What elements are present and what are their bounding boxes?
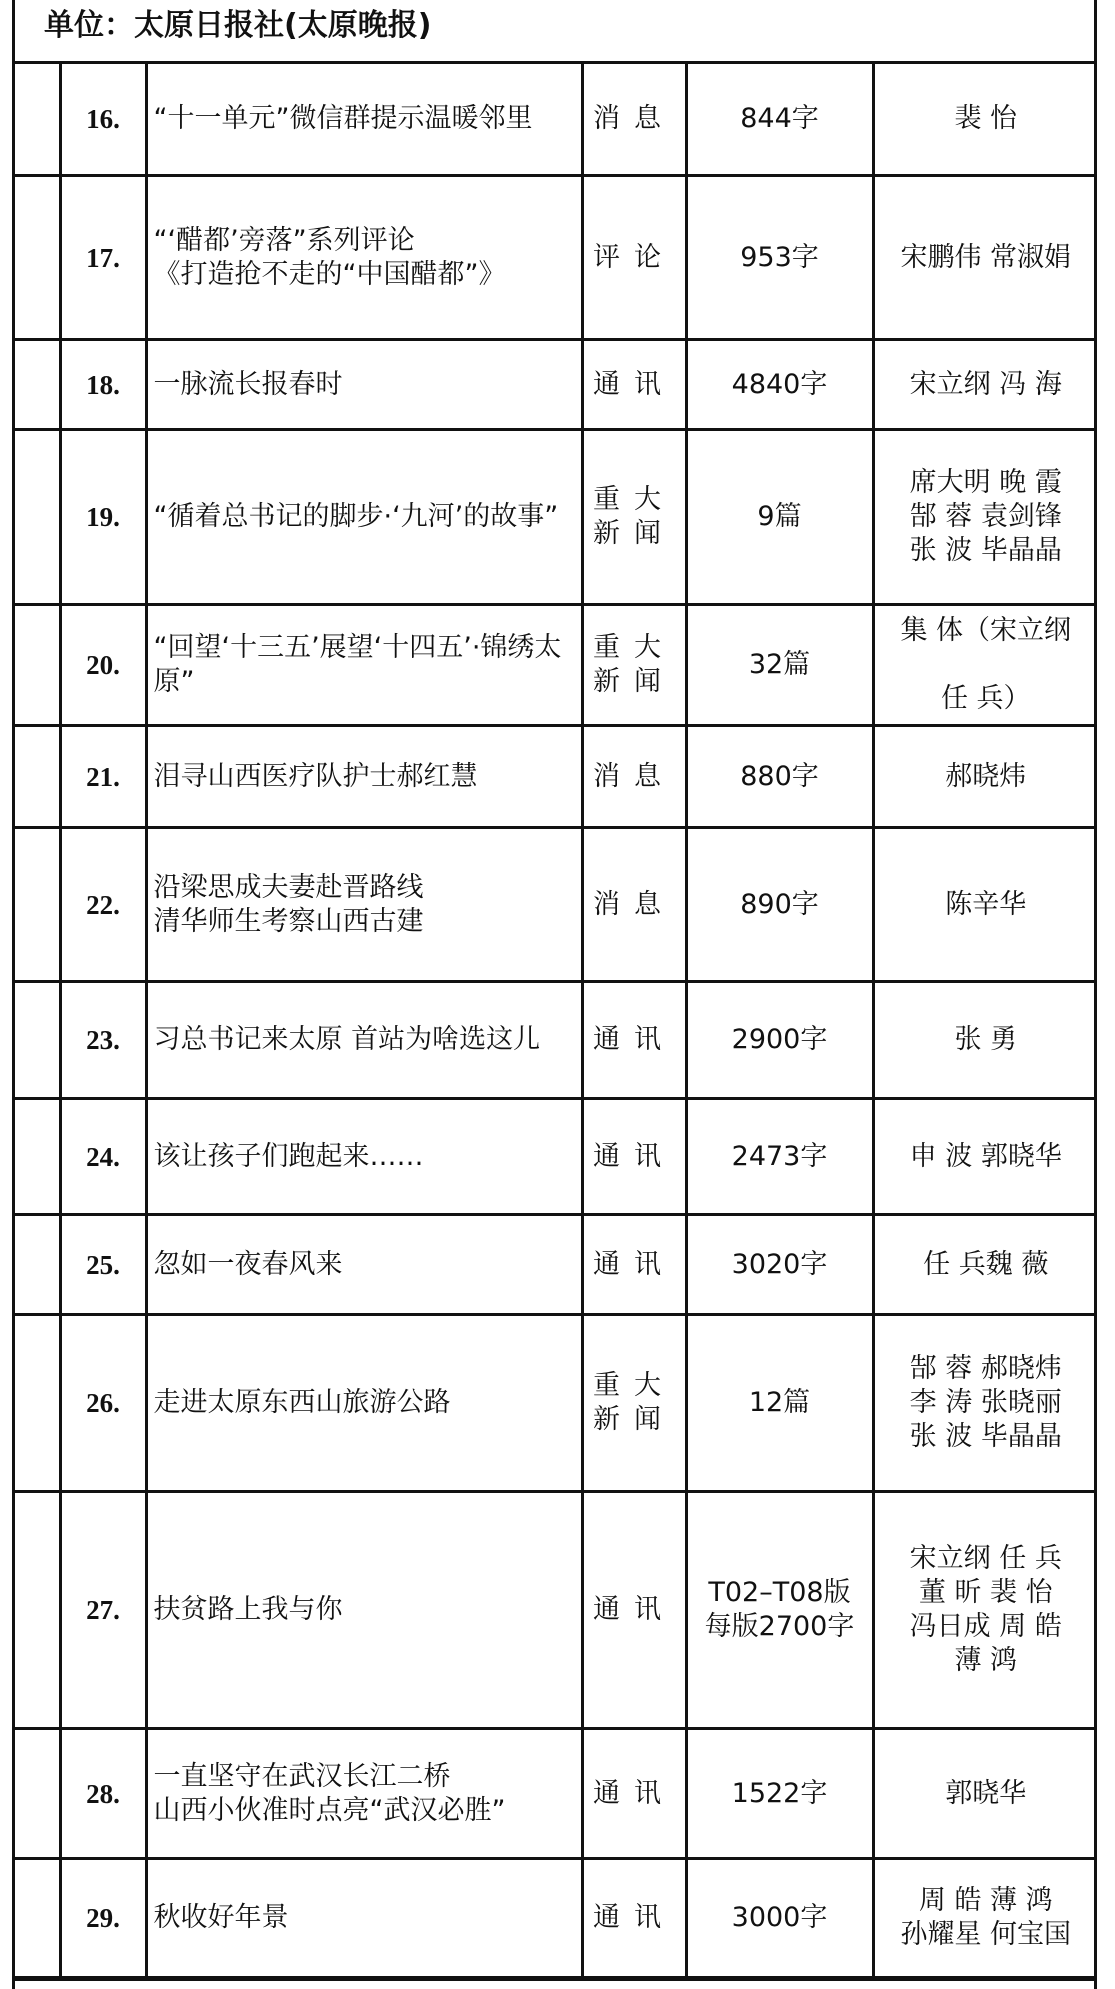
authors: 郭晓华 [873,1729,1097,1859]
row-number: 24. [60,1099,146,1215]
article-genre: 评论 [582,176,686,340]
article-genre: 消息 [582,828,686,982]
authors: 张 勇 [873,982,1097,1099]
authors: 宋立纲 任 兵 董 昕 裴 怡 冯日成 周 皓 薄 鸿 [873,1492,1097,1729]
article-title: 忽如一夜春风来 [146,1215,582,1315]
article-genre: 通讯 [582,1215,686,1315]
word-count: T02–T08版 每版2700字 [686,1492,873,1729]
blank-cell [12,1099,60,1215]
blank-cell [12,63,60,176]
blank-cell [12,430,60,605]
row-number: 29. [60,1859,146,1978]
authors: 任 兵魏 薇 [873,1215,1097,1315]
word-count: 4840字 [686,340,873,430]
article-genre: 重大 新闻 [582,1315,686,1492]
authors: 宋鹏伟 常淑娟 [873,176,1097,340]
blank-cell [12,605,60,726]
article-genre: 通讯 [582,1492,686,1729]
article-title: 一脉流长报春时 [146,340,582,430]
row-number: 27. [60,1492,146,1729]
blank-cell [12,982,60,1099]
blank-cell [12,726,60,828]
article-title: 泪寻山西医疗队护士郝红慧 [146,726,582,828]
blank-cell [12,176,60,340]
blank-cell [12,828,60,982]
unit-heading: 单位：太原日报社(太原晚报) [12,0,1097,64]
authors: 申 波 郭晓华 [873,1099,1097,1215]
row-number: 21. [60,726,146,828]
table-row [12,1215,1097,1315]
article-title: 扶贫路上我与你 [146,1492,582,1729]
blank-cell [12,1492,60,1729]
row-number: 22. [60,828,146,982]
row-number: 17. [60,176,146,340]
word-count: 844字 [686,63,873,176]
row-number: 16. [60,63,146,176]
article-title: 该让孩子们跑起来…… [146,1099,582,1215]
table-row [12,1099,1097,1215]
article-genre: 消息 [582,726,686,828]
table-row [12,1492,1097,1729]
authors: 集 体（宋立纲 任 兵） [873,605,1097,726]
table-row [12,605,1097,726]
table-row [12,982,1097,1099]
table-row [12,1729,1097,1859]
article-title: “回望‘十三五’展望‘十四五’·锦绣太原” [146,605,582,726]
article-title: 一直坚守在武汉长江二桥 山西小伙准时点亮“武汉必胜” [146,1729,582,1859]
word-count: 32篇 [686,605,873,726]
row-number: 28. [60,1729,146,1859]
blank-cell [12,1315,60,1492]
row-number: 19. [60,430,146,605]
blank-cell [12,1215,60,1315]
table-row [12,63,1097,176]
article-title: 秋收好年景 [146,1859,582,1978]
article-genre: 通讯 [582,1729,686,1859]
word-count: 1522字 [686,1729,873,1859]
table-row [12,726,1097,828]
row-number: 23. [60,982,146,1099]
table-row [12,1315,1097,1492]
article-genre: 消息 [582,63,686,176]
table-row [12,176,1097,340]
article-genre: 重大 新闻 [582,430,686,605]
row-number: 18. [60,340,146,430]
table-row [12,430,1097,605]
authors: 周 皓 薄 鸿 孙耀星 何宝国 [873,1859,1097,1978]
word-count: 2473字 [686,1099,873,1215]
article-genre: 通讯 [582,982,686,1099]
row-number: 20. [60,605,146,726]
word-count: 3000字 [686,1859,873,1978]
authors: 郝晓炜 [873,726,1097,828]
article-genre: 通讯 [582,1099,686,1215]
article-genre: 通讯 [582,1859,686,1978]
awards-table [12,61,1097,1979]
article-title: 习总书记来太原 首站为啥选这儿 [146,982,582,1099]
word-count: 953字 [686,176,873,340]
table-row [12,1859,1097,1978]
row-number: 26. [60,1315,146,1492]
bottom-rule [12,1978,1097,1981]
word-count: 12篇 [686,1315,873,1492]
table-row [12,828,1097,982]
article-title: “循着总书记的脚步·‘九河’的故事” [146,430,582,605]
article-title: 走进太原东西山旅游公路 [146,1315,582,1492]
table-row [12,340,1097,430]
blank-cell [12,1859,60,1978]
authors: 裴 怡 [873,63,1097,176]
article-genre: 重大 新闻 [582,605,686,726]
article-title: 沿梁思成夫妻赴晋路线 清华师生考察山西古建 [146,828,582,982]
blank-cell [12,340,60,430]
authors: 席大明 晚 霞 郜 蓉 袁剑锋 张 波 毕晶晶 [873,430,1097,605]
blank-cell [12,1729,60,1859]
word-count: 9篇 [686,430,873,605]
article-title: “十一单元”微信群提示温暖邻里 [146,63,582,176]
row-number: 25. [60,1215,146,1315]
authors: 郜 蓉 郝晓炜 李 涛 张晓丽 张 波 毕晶晶 [873,1315,1097,1492]
authors: 陈辛华 [873,828,1097,982]
word-count: 890字 [686,828,873,982]
word-count: 880字 [686,726,873,828]
article-genre: 通讯 [582,340,686,430]
word-count: 2900字 [686,982,873,1099]
article-title: “‘醋都’旁落”系列评论 《打造抢不走的“中国醋都”》 [146,176,582,340]
authors: 宋立纲 冯 海 [873,340,1097,430]
word-count: 3020字 [686,1215,873,1315]
